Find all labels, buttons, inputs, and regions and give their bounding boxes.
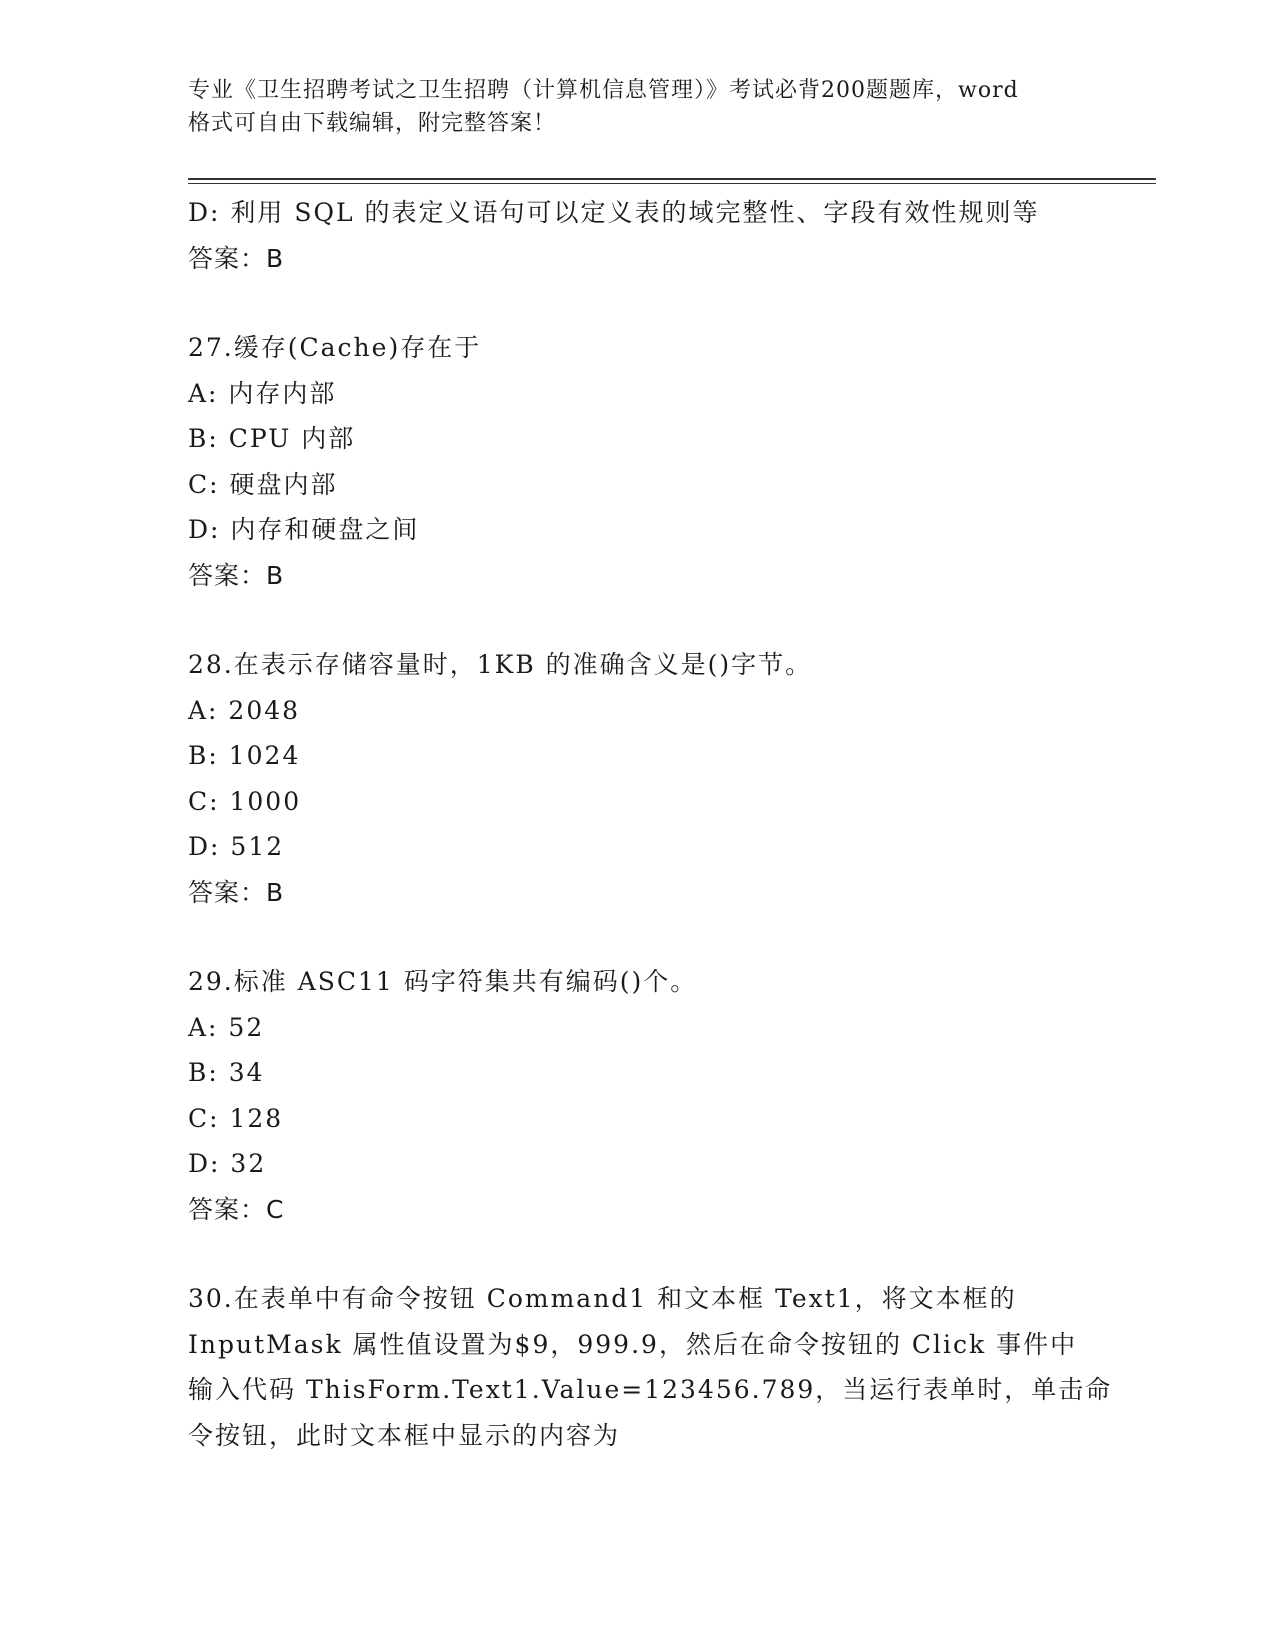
- answer-line: 答案：B: [188, 560, 285, 590]
- header-line-1: 专业《卫生招聘考试之卫生招聘（计算机信息管理）》考试必背200题题库，word: [188, 78, 1019, 103]
- option-b: B: 1024: [188, 741, 301, 770]
- document-body: [188, 190, 1113, 1458]
- option-d: D: 利用 SQL 的表定义语句可以定义表的域完整性、字段有效性规则等: [188, 198, 1040, 227]
- question-29: [188, 959, 1088, 1232]
- option-c: C: 硬盘内部: [188, 469, 338, 499]
- question-stem-line-1: 30.在表单中有命令按钮 Command1 和文本框 Text1，将文本框的: [188, 1284, 1017, 1313]
- option-d: D: 512: [188, 832, 285, 861]
- question-stem-line-4: 令按钮，此时文本框中显示的内容为: [188, 1420, 621, 1450]
- option-c: C: 128: [188, 1103, 284, 1133]
- question-28: [188, 642, 1088, 915]
- option-a: A: 52: [188, 1012, 265, 1042]
- answer-line: 答案：C: [188, 1194, 285, 1224]
- question-27: [188, 325, 1088, 598]
- option-b: B: 34: [188, 1058, 265, 1087]
- question-stem: 28.在表示存储容量时，1KB 的准确含义是()字节。: [188, 650, 813, 679]
- question-30: [188, 1276, 1113, 1458]
- header-line-2: 格式可自由下载编辑，附完整答案！: [188, 111, 557, 136]
- option-a: A: 内存内部: [188, 378, 337, 408]
- header-divider-thin: [188, 183, 1156, 184]
- page-header: [188, 74, 1108, 140]
- option-b: B: CPU 内部: [188, 424, 356, 453]
- question-26-tail: [188, 190, 1088, 281]
- header-divider: [188, 178, 1156, 180]
- question-stem-line-2: InputMask 属性值设置为$9，999.9，然后在命令按钮的 Click 事件中: [188, 1329, 1078, 1359]
- question-stem-line-3: 输入代码 ThisForm.Text1.Value=123456.789，当运行表单时，单击命: [188, 1375, 1113, 1404]
- option-d: D: 内存和硬盘之间: [188, 515, 420, 544]
- option-d: D: 32: [188, 1149, 267, 1178]
- question-stem: 29.标准 ASC11 码字符集共有编码()个。: [188, 967, 698, 996]
- question-stem: 27.缓存(Cache)存在于: [188, 333, 482, 362]
- answer-line: 答案：B: [188, 243, 285, 273]
- option-a: A: 2048: [188, 695, 301, 725]
- option-c: C: 1000: [188, 786, 302, 816]
- answer-line: 答案：B: [188, 877, 285, 907]
